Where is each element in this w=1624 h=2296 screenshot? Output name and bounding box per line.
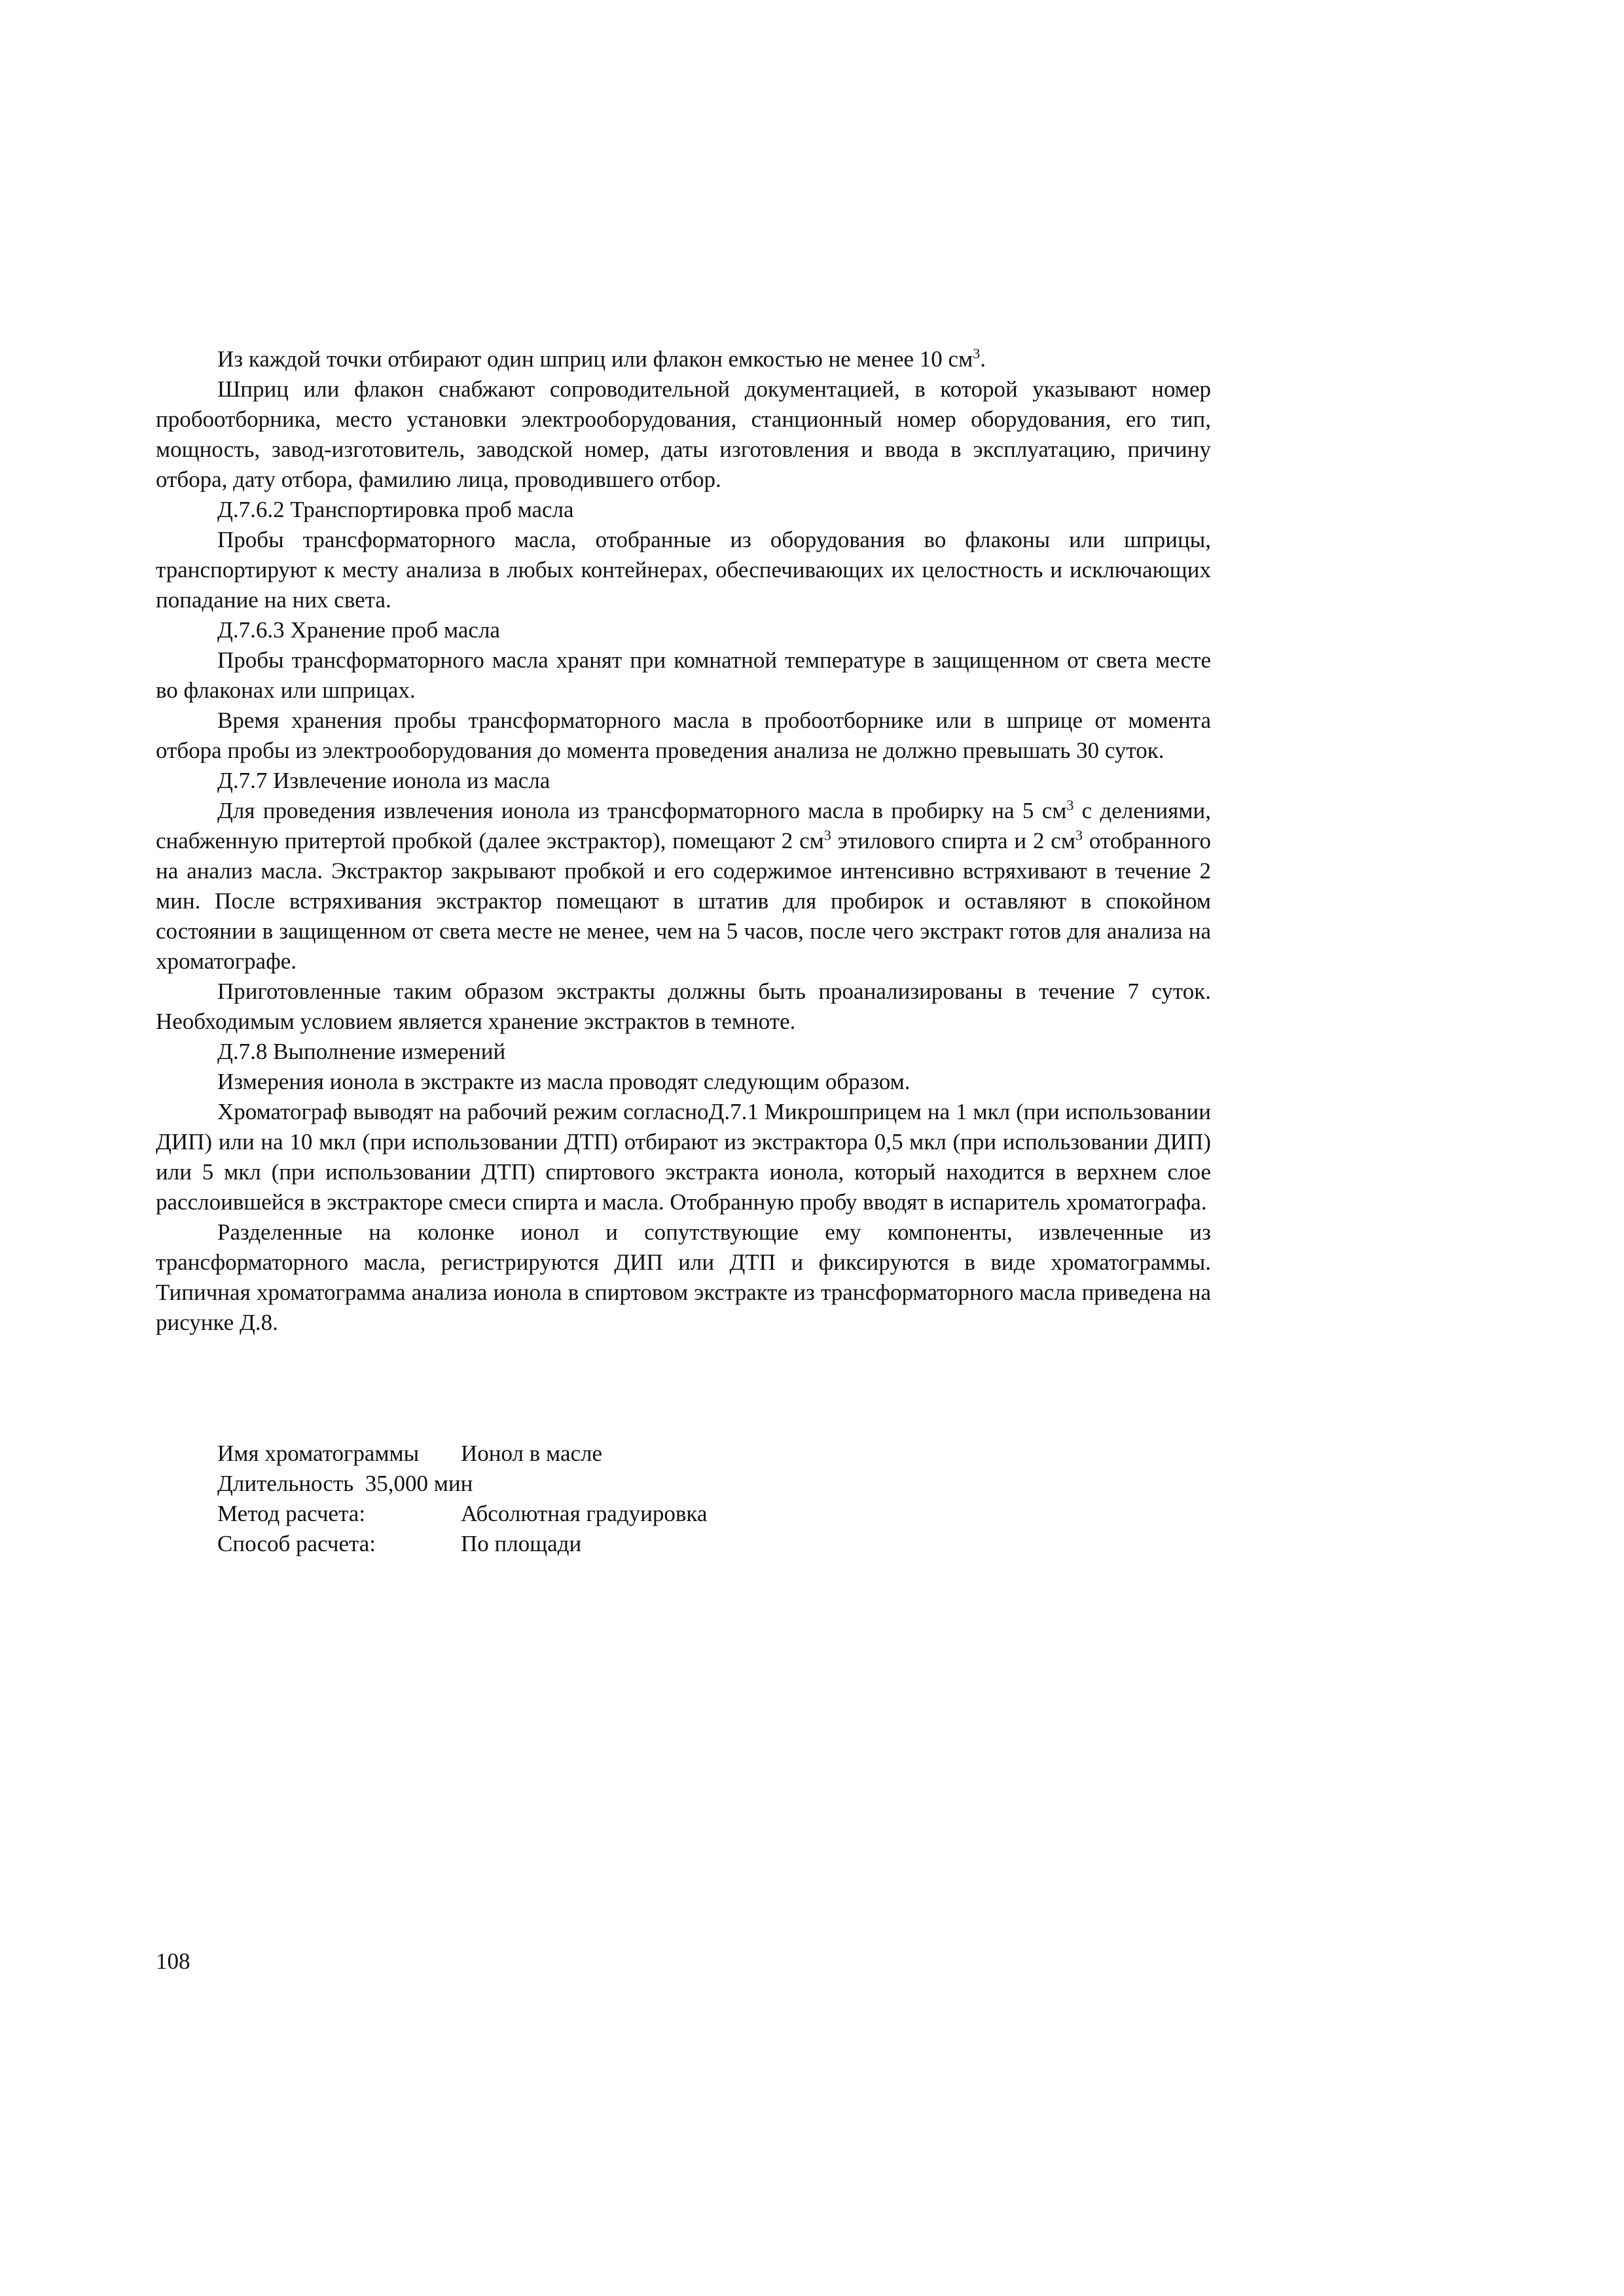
info-row (217, 1439, 707, 1469)
paragraph-storage-time: Время хранения пробы трансформаторного масла в пробоотборнике или в шприце от момента отбора пробы из электрооборудования до момента проведения анализа не должно превышать 30 суток. (156, 708, 1211, 763)
paragraph-extraction: Для проведения извлечения ионола из трансформаторного масла в пробирку на 5 $см^3$ с делениями, снабженную притертой пробкой (далее экстрактор), помещают 2 $см^3$ этилового спирта и 2 $см^3$ отобранного на анализ масла. Экстрактор закрывают пробкой и его содержимое интенсивно встряхивают в течение 2 мин. После встряхивания экстрактор помещают в штатив для пробирок и оставляют в спокойном состоянии в защищенном от света месте не менее, чем на 5 часов, после чего экстракт готов для анализа на хроматографе. (156, 797, 1211, 974)
info-value: Ионол в масле (461, 1441, 603, 1466)
section-heading-storage: Д.7.6.3 Хранение проб масла (217, 617, 500, 643)
info-row-combined (217, 1469, 707, 1499)
paragraph-storage: Пробы трансформаторного масла хранят при комнатной температуре в защищенном от света месте во флаконах или шприцах. (156, 647, 1211, 703)
info-label: Способ расчета: (217, 1531, 376, 1556)
section-heading-transport: Д.7.6.2 Транспортировка проб масла (217, 497, 574, 522)
paragraph-measurements-intro: Измерения ионола в экстракте из масла проводят следующим образом. (217, 1069, 911, 1094)
info-row (217, 1529, 707, 1559)
section-heading-extraction: Д.7.7 Извлечение ионола из масла (217, 768, 550, 793)
body-text (156, 344, 1211, 1338)
paragraph-documentation: Шприц или флакон снабжают сопроводительной документацией, в которой указывают номер пробоотборника, место установки электрооборудования, станционный номер оборудования, его тип, мощность, завод-изготовитель, заводской номер, даты изготовления и ввода в эксплуатацию, причину отбора, дату отбора, фамилию лица, проводившего отбор. (156, 376, 1211, 492)
info-label: Метод расчета: (217, 1501, 366, 1526)
info-label: Длительность (217, 1471, 354, 1496)
info-row (217, 1469, 707, 1499)
info-row (217, 1499, 707, 1529)
section-heading-measurements: Д.7.8 Выполнение измерений (217, 1039, 506, 1064)
info-label: Имя хроматограммы (217, 1441, 420, 1466)
paragraph-extract-shelf-life: Приготовленные таким образом экстракты должны быть проанализированы в течение 7 суток. Необходимым условием является хранение экстрактов в темноте. (156, 978, 1211, 1034)
paragraph-chromatograph-procedure: Хроматограф выводят на рабочий режим согласноД.7.1 Микрошприцем на 1 мкл (при использовании ДИП) или на 10 мкл (при использовании ДТП) отбирают из экстрактора 0,5 мкл (при использовании ДИП) или 5 мкл (при использовании ДТП) спиртового экстракта ионола, который находится в верхнем слое расслоившейся в экстракторе смеси спирта и масла. Отобранную пробу вводят в испаритель хроматографа. (156, 1099, 1211, 1215)
info-value: Абсолютная градуировка (461, 1501, 708, 1526)
paragraph-separation: Разделенные на колонке ионол и сопутствующие ему компоненты, извлеченные из трансформаторного масла, регистрируются ДИП или ДТП и фиксируются в виде хроматограммы. Типичная хроматограмма анализа ионола в спиртовом экстракте из трансформаторного масла приведена на рисунке Д.8. (156, 1219, 1211, 1335)
chromatogram-info-table (217, 1439, 707, 1559)
paragraph-transport: Пробы трансформаторного масла, отобранные из оборудования во флаконы или шприцы, транспортируют к месту анализа в любых контейнерах, обеспечивающих их целостность и исключающих попадание на них света. (156, 527, 1211, 613)
page-number: 108 (156, 1948, 190, 1974)
info-value: По площади (461, 1531, 582, 1556)
info-value: 35,000 мин (365, 1471, 473, 1496)
paragraph-sample-volume: Из каждой точки отбирают один шприц или флакон емкостью не менее 10 $см^3$. (217, 345, 986, 372)
